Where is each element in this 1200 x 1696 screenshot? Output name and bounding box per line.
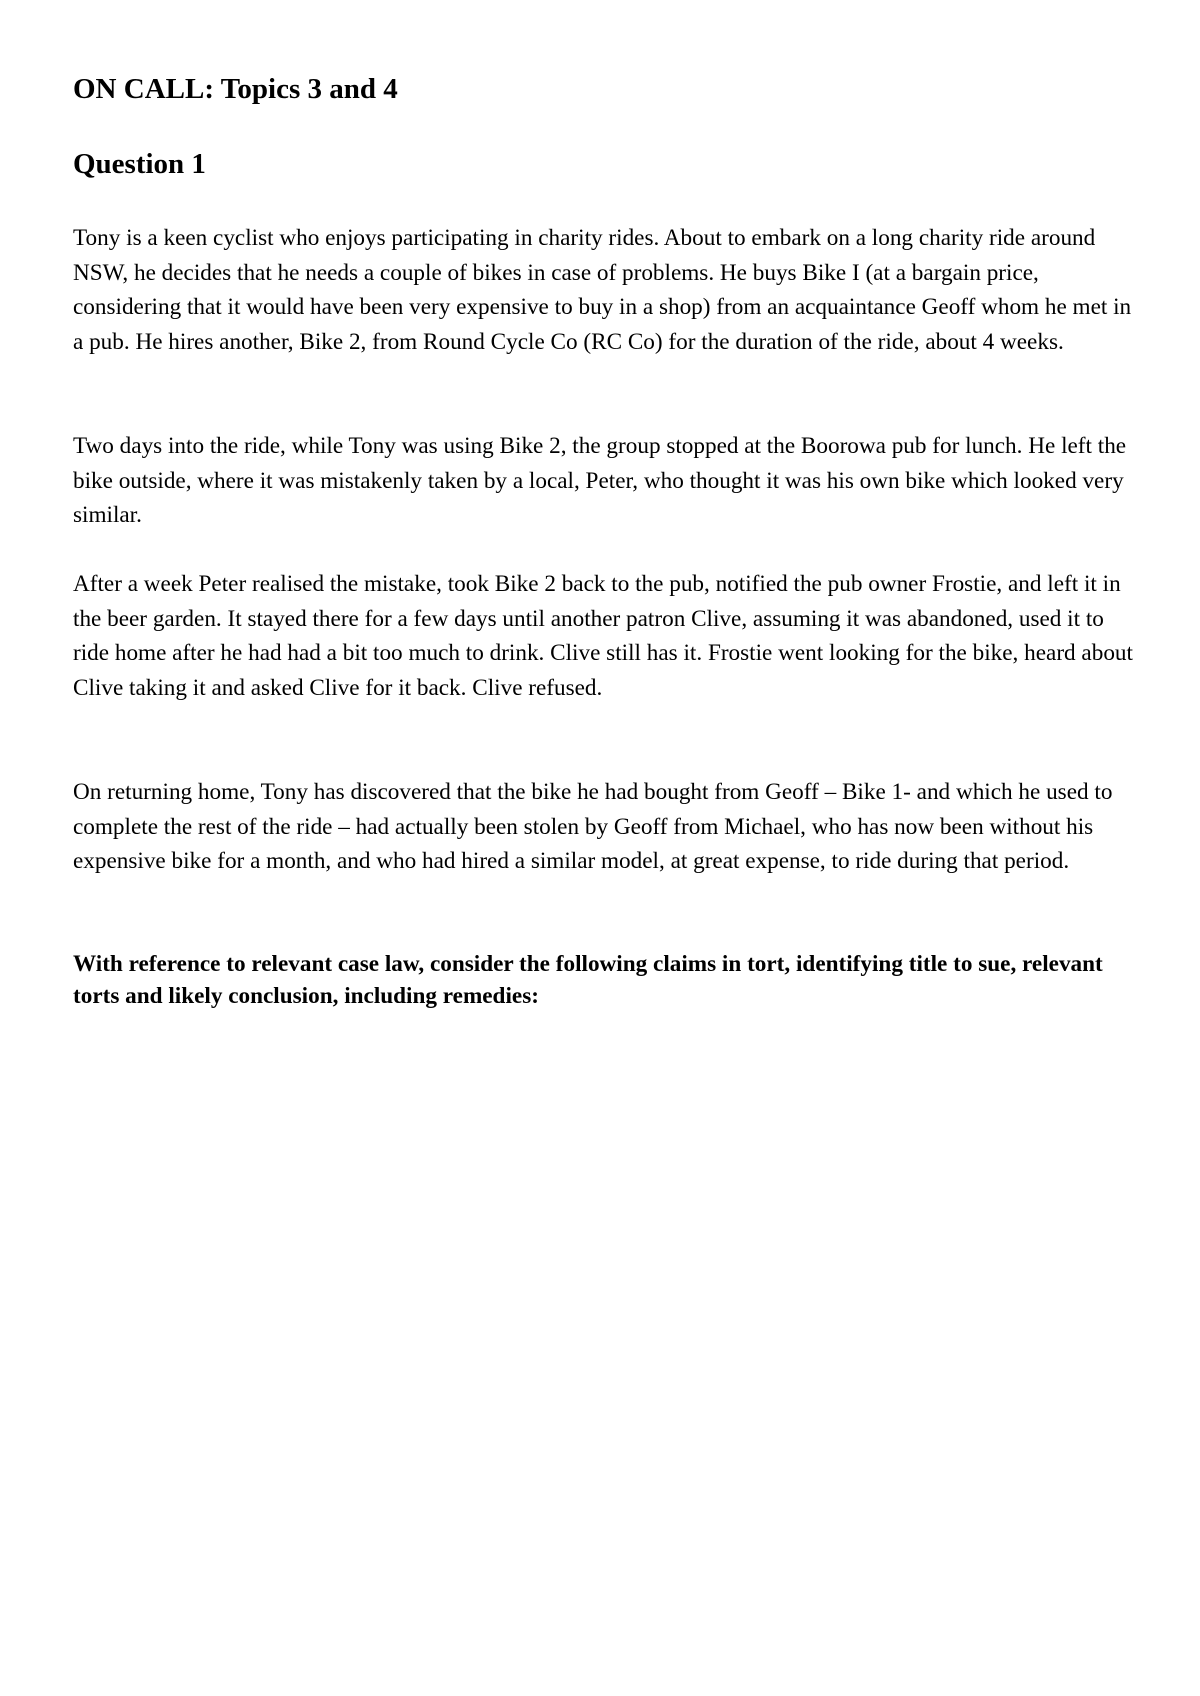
paragraph-2: Two days into the ride, while Tony was using Bike 2, the group stopped at the Boorowa pub for lunch. He left the bike outside, where it was mistakenly taken by a local, Peter, who thought it was his own bike which looked very similar. xyxy=(73,433,1127,529)
paragraph-3: After a week Peter realised the mistake, took Bike 2 back to the pub, notified the pub owner Frostie, and left it in the beer garden. It stayed there for a few days until another patron Clive, assuming it was abandoned, used it to ride home after he had had a bit too much to drink. Clive still has it. Frostie went looking for the bike, heard about Clive taking it and asked Clive for it back. Clive refused. xyxy=(73,571,1133,701)
paragraph-4: On returning home, Tony has discovered that the bike he had bought from Geoff – Bike 1- and which he used to complete the rest of the ride – had actually been stolen by Geoff from Michael, who has now been without his expensive bike for a month, and who had hired a similar model, at great expense, to ride during that period. xyxy=(73,779,1113,875)
question-instruction: With reference to relevant case law, consider the following claims in tort, identifying title to sue, relevant torts and likely conclusion, including remedies: xyxy=(73,951,1103,1009)
document-title: ON CALL: Topics 3 and 4 xyxy=(73,73,398,105)
paragraph-1: Tony is a keen cyclist who enjoys participating in charity rides. About to embark on a long charity ride around NSW, he decides that he needs a couple of bikes in case of problems. He buys Bike I (at a bargain price, considering that it would have been very expensive to buy in a shop) from an acquaintance Geoff whom he met in a pub. He hires another, Bike 2, from Round Cycle Co (RC Co) for the duration of the ride, about 4 weeks. xyxy=(73,225,1132,355)
question-heading: Question 1 xyxy=(73,148,206,180)
